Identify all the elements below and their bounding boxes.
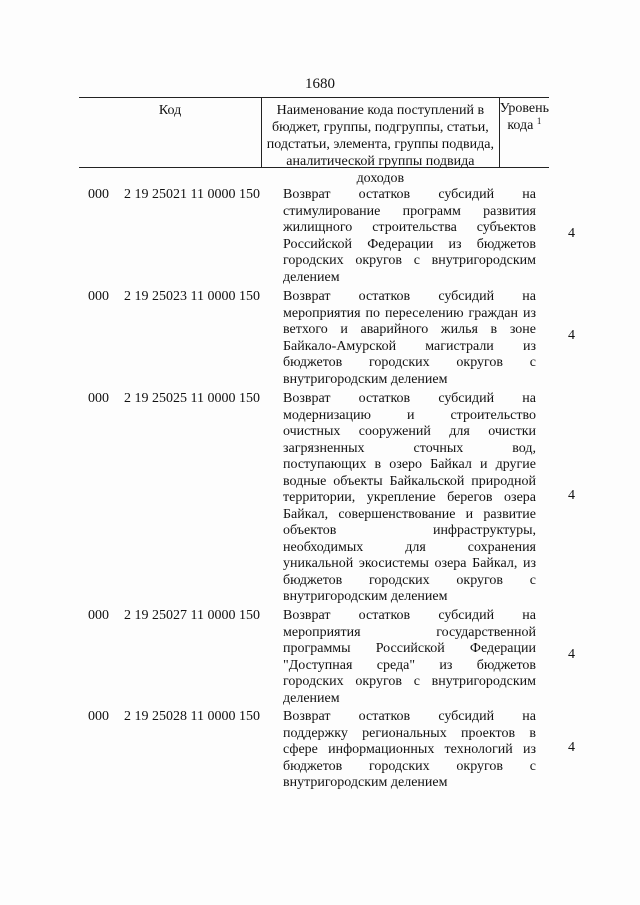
income-name [283, 608, 536, 707]
header-code: Код [158, 103, 182, 118]
admin-code: 000 [88, 289, 109, 304]
income-name-line: городских округов с внутригородским [283, 674, 536, 689]
income-name-line: "Доступная среда" из бюджетов [283, 657, 536, 673]
income-name-line: очистных сооружений для очистки [283, 424, 536, 439]
table-header [79, 97, 549, 186]
income-name-line: делением [283, 269, 340, 285]
income-name [283, 391, 536, 606]
income-name-line: городских округов с внутригородским [283, 253, 536, 268]
header-name-line: бюджет, группы, подгруппы, статьи, [271, 120, 489, 135]
code-level: 4 [568, 647, 575, 662]
income-name-line: Российской Федерации из бюджетов [283, 236, 536, 252]
header-level [500, 98, 549, 167]
income-name [283, 709, 536, 792]
income-name-line: Возврат остатков субсидий на [283, 608, 536, 623]
income-name-line: бюджетов городских округов с [283, 572, 536, 588]
income-name-line: мероприятия по переселению граждан из [283, 305, 536, 321]
income-name [283, 289, 536, 388]
header-level-line: Уровень [499, 101, 549, 116]
code-level: 4 [568, 328, 575, 343]
code-level: 4 [568, 226, 575, 241]
income-name-line: стимулирование программ развития [283, 203, 536, 219]
code-level: 4 [568, 740, 575, 755]
header-name-line: аналитической группы подвида доходов [286, 154, 475, 186]
header-level-line [500, 117, 549, 134]
income-name-line: поступающих в озеро Байкал и другие [283, 457, 536, 472]
income-name-line: делением [283, 690, 340, 706]
admin-code: 000 [88, 187, 109, 202]
header-name-line: подстатьи, элемента, группы подвида, [266, 137, 494, 152]
income-code: 2 19 25021 11 0000 150 [124, 187, 260, 202]
income-name-line: сфере информационных технологий из [283, 742, 536, 757]
income-code: 2 19 25023 11 0000 150 [124, 289, 260, 304]
income-name-line: внутригородским делением [283, 775, 448, 790]
income-name-line: Байкал, совершенствование и развитие [283, 506, 536, 522]
income-name-line: бюджетов городских округов с [283, 758, 536, 774]
header-level-text: кода [507, 118, 534, 133]
admin-code: 000 [88, 391, 109, 406]
income-code: 2 19 25027 11 0000 150 [124, 608, 260, 623]
header-name [261, 98, 500, 186]
income-name-line: программы Российской Федерации [283, 641, 536, 656]
income-name-line: водные объекты Байкальской природной [283, 473, 536, 489]
income-name-line: модернизацию и строительство [283, 407, 536, 423]
income-name [283, 187, 536, 286]
footnote-marker: 1 [536, 116, 542, 126]
header-name-line: Наименование кода поступлений в [276, 103, 485, 118]
income-name-line: территории, укрепление берегов озера [283, 490, 536, 505]
income-name-line: ветхого и аварийного жилья в зоне [283, 322, 536, 337]
income-name-line: Байкало-Амурской магистрали из [283, 338, 536, 354]
income-name-line: мероприятия государственной [283, 624, 536, 640]
income-name-line: внутригородским делением [283, 589, 448, 604]
income-name-line: загрязненных сточных вод, [283, 440, 536, 456]
income-code: 2 19 25025 11 0000 150 [124, 391, 260, 406]
admin-code: 000 [88, 709, 109, 724]
income-name-line: необходимых для сохранения [283, 539, 536, 555]
income-name-line: жилищного строительства субъектов [283, 220, 536, 235]
income-name-line: уникальной экосистемы озера Байкал, из [283, 556, 536, 571]
income-name-line: Возврат остатков субсидий на [283, 187, 536, 202]
income-name-line: Возврат остатков субсидий на [283, 391, 536, 406]
income-name-line: поддержку региональных проектов в [283, 725, 536, 741]
income-name-line: Возврат остатков субсидий на [283, 289, 536, 304]
income-name-line: бюджетов городских округов с [283, 355, 536, 370]
income-code: 2 19 25028 11 0000 150 [124, 709, 260, 724]
income-name-line: объектов инфраструктуры, [283, 523, 536, 538]
income-name-line: Возврат остатков субсидий на [283, 709, 536, 724]
page-number: 1680 [305, 76, 335, 92]
income-name-line: внутригородским делением [283, 371, 448, 387]
code-level: 4 [568, 488, 575, 503]
admin-code: 000 [88, 608, 109, 623]
